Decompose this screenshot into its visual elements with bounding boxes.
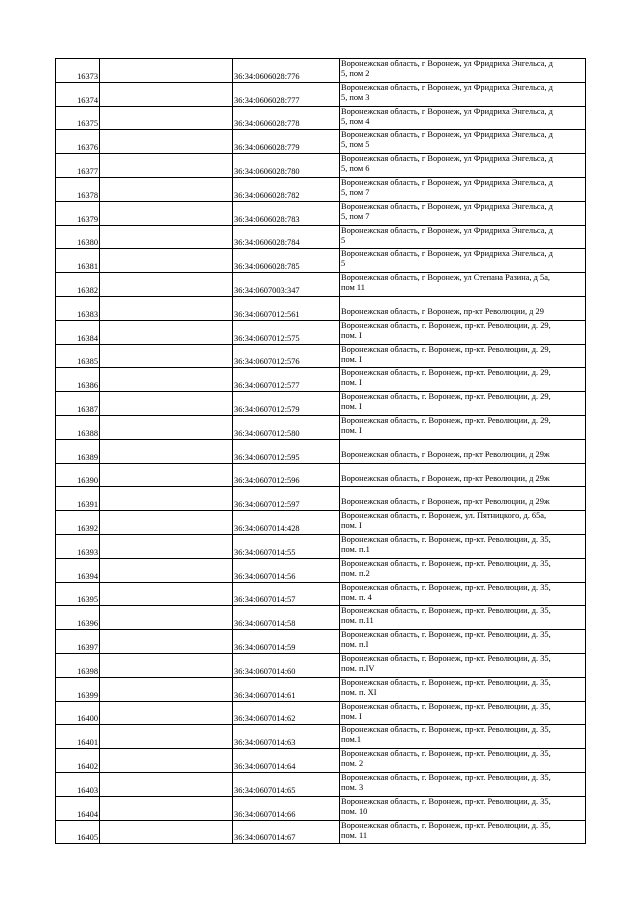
row-number-cell: 16382 (56, 273, 100, 297)
address-line: пом. п.1 (341, 544, 370, 554)
table-row (56, 59, 586, 83)
empty-cell (100, 534, 233, 558)
table-row (56, 749, 586, 773)
row-number-cell: 16403 (56, 772, 100, 796)
address-cell (340, 201, 586, 225)
address-cell (340, 296, 586, 320)
empty-cell (100, 177, 233, 201)
address-cell (340, 415, 586, 439)
address-cell (340, 463, 586, 487)
address-line: пом. п.I (341, 640, 369, 650)
address-line: Воронежская область, г. Воронеж, пр-кт. Революции, д. 35, (341, 534, 551, 544)
address-line: Воронежская область, г. Воронеж, ул. Пятницкого, д. 65а, (341, 511, 547, 521)
empty-cell (100, 772, 233, 796)
empty-cell (100, 796, 233, 820)
row-number-cell: 16390 (56, 463, 100, 487)
cadastral-number-cell: 36:34:0607014:56 (233, 558, 340, 582)
address-line: Воронежская область, г Воронеж, ул Фридриха Энгельса, д (341, 154, 553, 164)
row-number-cell: 16380 (56, 225, 100, 249)
empty-cell (100, 653, 233, 677)
table-row (56, 177, 586, 201)
cadastral-number-cell: 36:34:0606028:778 (233, 106, 340, 130)
table-row (56, 392, 586, 416)
address-line: 5, пом 2 (341, 69, 370, 78)
row-number-cell: 16394 (56, 558, 100, 582)
address-line: Воронежская область, г Воронеж, ул Фридриха Энгельса, д (341, 201, 553, 211)
cadastral-number-cell: 36:34:0606028:782 (233, 177, 340, 201)
address-line: Воронежская область, г. Воронеж, пр-кт. Революции, д. 29, (341, 320, 551, 330)
row-number-cell: 16375 (56, 106, 100, 130)
address-line: Воронежская область, г. Воронеж, пр-кт. Революции, д. 35, (341, 820, 551, 830)
address-line (341, 464, 584, 474)
cadastral-number-cell: 36:34:0607012:577 (233, 368, 340, 392)
empty-cell (100, 582, 233, 606)
empty-cell (100, 487, 233, 511)
address-line (341, 297, 584, 307)
row-number-cell: 16392 (56, 511, 100, 535)
address-cell (340, 796, 586, 820)
table-row (56, 320, 586, 344)
table-row (56, 273, 586, 297)
cadastral-number-cell: 36:34:0607012:561 (233, 296, 340, 320)
registry-table (55, 58, 586, 844)
address-line: Воронежская область, г. Воронеж, пр-кт. Революции, д. 35, (341, 796, 551, 806)
address-line (341, 440, 584, 450)
cadastral-number-cell: 36:34:0607014:64 (233, 749, 340, 773)
table-row (56, 582, 586, 606)
cadastral-number-cell: 36:34:0607012:597 (233, 487, 340, 511)
empty-cell (100, 344, 233, 368)
table-row (56, 344, 586, 368)
row-number-cell: 16379 (56, 201, 100, 225)
address-line: пом. 10 (341, 806, 368, 816)
address-line: Воронежская область, г Воронеж, ул Фридриха Энгельса, д (341, 249, 553, 259)
row-number-cell: 16389 (56, 439, 100, 463)
address-line: пом. п. XI (341, 687, 377, 697)
row-number-cell: 16385 (56, 344, 100, 368)
table-row (56, 82, 586, 106)
address-line: Воронежская область, г Воронеж, пр-кт Революции, д 29 (341, 306, 544, 316)
empty-cell (100, 749, 233, 773)
address-line: Воронежская область, г. Воронеж, пр-кт. Революции, д. 35, (341, 749, 551, 759)
row-number-cell: 16404 (56, 796, 100, 820)
address-line: Воронежская область, г. Воронеж, пр-кт. Революции, д. 29, (341, 415, 551, 425)
cadastral-number-cell: 36:34:0607014:62 (233, 701, 340, 725)
address-line: 5, пом 3 (341, 92, 370, 102)
table-row (56, 772, 586, 796)
table-row (56, 630, 586, 654)
address-cell (340, 487, 586, 511)
table-row (56, 558, 586, 582)
empty-cell (100, 225, 233, 249)
row-number-cell: 16384 (56, 320, 100, 344)
row-number-cell: 16388 (56, 415, 100, 439)
address-cell (340, 511, 586, 535)
table-row (56, 606, 586, 630)
address-cell (340, 439, 586, 463)
address-line: Воронежская область, г. Воронеж, пр-кт. Революции, д. 35, (341, 582, 551, 592)
row-number-cell: 16401 (56, 725, 100, 749)
address-cell (340, 344, 586, 368)
empty-cell (100, 154, 233, 178)
address-line: Воронежская область, г. Воронеж, пр-кт. Революции, д. 35, (341, 725, 551, 735)
table-row (56, 487, 586, 511)
address-line: Воронежская область, г Воронеж, ул Фридриха Энгельса, д (341, 106, 553, 116)
cadastral-number-cell: 36:34:0606028:783 (233, 201, 340, 225)
table-row (56, 368, 586, 392)
address-line: 5, пом 5 (341, 140, 370, 150)
address-line: 5 (341, 235, 346, 245)
cadastral-number-cell: 36:34:0607003:347 (233, 273, 340, 297)
address-line: пом. I (341, 330, 362, 340)
row-number-cell: 16374 (56, 82, 100, 106)
cadastral-number-cell: 36:34:0606028:780 (233, 154, 340, 178)
table-row (56, 511, 586, 535)
address-cell (340, 225, 586, 249)
address-line: Воронежская область, г. Воронеж, пр-кт. Революции, д. 35, (341, 653, 551, 663)
table-row (56, 225, 586, 249)
address-cell (340, 320, 586, 344)
address-cell (340, 558, 586, 582)
row-number-cell: 16391 (56, 487, 100, 511)
cadastral-number-cell: 36:34:0607012:596 (233, 463, 340, 487)
address-line: пом. п.2 (341, 568, 370, 578)
row-number-cell: 16398 (56, 653, 100, 677)
cadastral-number-cell: 36:34:0606028:785 (233, 249, 340, 273)
empty-cell (100, 558, 233, 582)
table-row (56, 463, 586, 487)
address-line: Воронежская область, г. Воронеж, пр-кт. Революции, д. 35, (341, 701, 551, 711)
row-number-cell: 16395 (56, 582, 100, 606)
address-line: пом. п. 4 (341, 592, 372, 602)
address-cell (340, 820, 586, 844)
address-cell (340, 582, 586, 606)
row-number-cell: 16399 (56, 677, 100, 701)
address-line: пом. I (341, 378, 362, 388)
cadastral-number-cell: 36:34:0606028:776 (233, 59, 340, 83)
table-row (56, 296, 586, 320)
empty-cell (100, 130, 233, 154)
address-line: пом. 2 (341, 759, 364, 769)
row-number-cell: 16402 (56, 749, 100, 773)
address-cell (340, 630, 586, 654)
cadastral-number-cell: 36:34:0607012:595 (233, 439, 340, 463)
table-row (56, 725, 586, 749)
address-line: пом. 3 (341, 782, 364, 792)
address-cell (340, 106, 586, 130)
cadastral-number-cell: 36:34:0607014:65 (233, 772, 340, 796)
row-number-cell: 16378 (56, 177, 100, 201)
empty-cell (100, 820, 233, 844)
address-cell (340, 59, 586, 83)
cadastral-number-cell: 36:34:0606028:779 (233, 130, 340, 154)
address-line: пом. I (341, 425, 362, 435)
cadastral-number-cell: 36:34:0607014:428 (233, 511, 340, 535)
address-line: 5, пом 7 (341, 211, 370, 221)
address-line: Воронежская область, г Воронеж, пр-кт Революции, д 29ж (341, 449, 550, 459)
table-row (56, 415, 586, 439)
empty-cell (100, 368, 233, 392)
cadastral-number-cell: 36:34:0607012:575 (233, 320, 340, 344)
empty-cell (100, 320, 233, 344)
empty-cell (100, 415, 233, 439)
address-line: пом. I (341, 711, 362, 721)
row-number-cell: 16387 (56, 392, 100, 416)
cadastral-number-cell: 36:34:0607014:61 (233, 677, 340, 701)
empty-cell (100, 82, 233, 106)
address-line: Воронежская область, г Воронеж, ул Фридриха Энгельса, д (341, 130, 553, 140)
cadastral-number-cell: 36:34:0607014:66 (233, 796, 340, 820)
cadastral-number-cell: 36:34:0606028:784 (233, 225, 340, 249)
address-line: Воронежская область, г. Воронеж, пр-кт. Революции, д. 29, (341, 344, 551, 354)
cadastral-number-cell: 36:34:0607012:579 (233, 392, 340, 416)
address-cell (340, 677, 586, 701)
cadastral-number-cell: 36:34:0606028:777 (233, 82, 340, 106)
address-line: Воронежская область, г Воронеж, ул Фридриха Энгельса, д (341, 82, 553, 92)
address-line: пом. п.11 (341, 616, 374, 626)
row-number-cell: 16376 (56, 130, 100, 154)
address-line: Воронежская область, г. Воронеж, пр-кт. Революции, д. 35, (341, 558, 551, 568)
empty-cell (100, 392, 233, 416)
row-number-cell: 16396 (56, 606, 100, 630)
empty-cell (100, 59, 233, 83)
table-row (56, 820, 586, 844)
row-number-cell: 16393 (56, 534, 100, 558)
empty-cell (100, 511, 233, 535)
empty-cell (100, 463, 233, 487)
table-row (56, 701, 586, 725)
table-row (56, 653, 586, 677)
empty-cell (100, 249, 233, 273)
row-number-cell: 16377 (56, 154, 100, 178)
cadastral-number-cell: 36:34:0607014:60 (233, 653, 340, 677)
table-row (56, 796, 586, 820)
empty-cell (100, 296, 233, 320)
address-line: пом. I (341, 402, 362, 412)
row-number-cell: 16373 (56, 59, 100, 83)
address-cell (340, 725, 586, 749)
address-cell (340, 82, 586, 106)
address-line: Воронежская область, г Воронеж, ул Фридриха Энгельса, д (341, 59, 553, 68)
address-line: 5, пом 4 (341, 116, 370, 126)
address-line: Воронежская область, г. Воронеж, пр-кт. Революции, д. 35, (341, 772, 551, 782)
address-line: Воронежская область, г Воронеж, ул Фридриха Энгельса, д (341, 225, 553, 235)
row-number-cell: 16405 (56, 820, 100, 844)
address-line: Воронежская область, г. Воронеж, пр-кт. Революции, д. 29, (341, 368, 551, 378)
row-number-cell: 16400 (56, 701, 100, 725)
empty-cell (100, 439, 233, 463)
address-line: пом. п.IV (341, 663, 375, 673)
empty-cell (100, 701, 233, 725)
address-line: пом 11 (341, 283, 365, 293)
address-line: Воронежская область, г Воронеж, ул Фридриха Энгельса, д (341, 177, 553, 187)
cadastral-number-cell: 36:34:0607014:63 (233, 725, 340, 749)
cadastral-number-cell: 36:34:0607014:67 (233, 820, 340, 844)
empty-cell (100, 677, 233, 701)
empty-cell (100, 201, 233, 225)
address-cell (340, 701, 586, 725)
cadastral-number-cell: 36:34:0607014:58 (233, 606, 340, 630)
address-cell (340, 392, 586, 416)
address-line: Воронежская область, г Воронеж, ул Степана Разина, д 5а, (341, 273, 551, 283)
empty-cell (100, 106, 233, 130)
table-row (56, 154, 586, 178)
cadastral-number-cell: 36:34:0607014:59 (233, 630, 340, 654)
address-line: Воронежская область, г Воронеж, пр-кт Революции, д 29ж (341, 497, 550, 507)
row-number-cell: 16397 (56, 630, 100, 654)
address-cell (340, 249, 586, 273)
empty-cell (100, 725, 233, 749)
empty-cell (100, 273, 233, 297)
address-cell (340, 154, 586, 178)
address-line: Воронежская область, г. Воронеж, пр-кт. Революции, д. 29, (341, 392, 551, 402)
address-line: Воронежская область, г Воронеж, пр-кт Революции, д 29ж (341, 473, 550, 483)
address-line: 5 (341, 259, 346, 269)
empty-cell (100, 630, 233, 654)
address-line: 5, пом 7 (341, 187, 370, 197)
table-row (56, 106, 586, 130)
address-line: Воронежская область, г. Воронеж, пр-кт. Революции, д. 35, (341, 606, 551, 616)
row-number-cell: 16381 (56, 249, 100, 273)
table-row (56, 534, 586, 558)
address-cell (340, 534, 586, 558)
empty-cell (100, 606, 233, 630)
address-cell (340, 177, 586, 201)
cadastral-number-cell: 36:34:0607014:57 (233, 582, 340, 606)
address-cell (340, 606, 586, 630)
table-row (56, 130, 586, 154)
address-line: пом. I (341, 521, 362, 531)
address-cell (340, 749, 586, 773)
row-number-cell: 16386 (56, 368, 100, 392)
address-cell (340, 653, 586, 677)
registry-table-body (56, 59, 586, 844)
address-cell (340, 273, 586, 297)
cadastral-number-cell: 36:34:0607014:55 (233, 534, 340, 558)
address-line (341, 487, 584, 497)
address-line: Воронежская область, г. Воронеж, пр-кт. Революции, д. 35, (341, 677, 551, 687)
table-row (56, 439, 586, 463)
address-cell (340, 772, 586, 796)
address-line: пом. 11 (341, 830, 368, 840)
row-number-cell: 16383 (56, 296, 100, 320)
cadastral-number-cell: 36:34:0607012:576 (233, 344, 340, 368)
address-cell (340, 368, 586, 392)
address-cell (340, 130, 586, 154)
cadastral-number-cell: 36:34:0607012:580 (233, 415, 340, 439)
address-line: пом.1 (341, 735, 362, 745)
address-line: Воронежская область, г. Воронеж, пр-кт. Революции, д. 35, (341, 630, 551, 640)
address-line: 5, пом 6 (341, 164, 370, 174)
address-line: пом. I (341, 354, 362, 364)
table-row (56, 249, 586, 273)
table-row (56, 677, 586, 701)
table-row (56, 201, 586, 225)
